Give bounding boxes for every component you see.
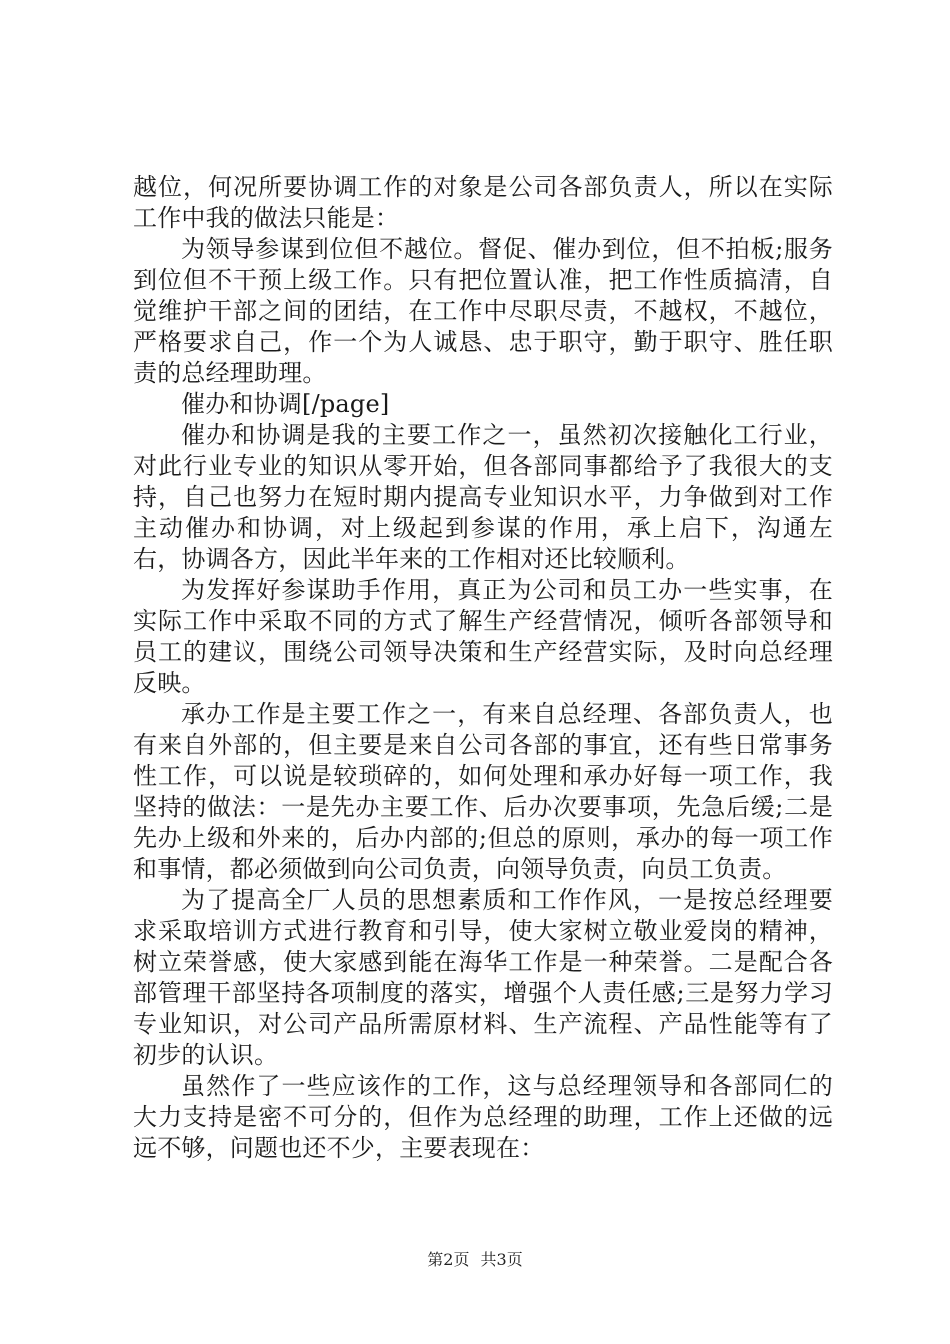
page-number: 第2页 — [427, 1250, 470, 1269]
paragraph: 越位，何况所要协调工作的对象是公司各部负责人，所以在实际工作中我的做法只能是： — [133, 173, 833, 232]
paragraph: 虽然作了一些应该作的工作，这与总经理领导和各部同仁的大力支持是密不可分的，但作为总经理的助理，工作上还做的远远不够，问题也还不少，主要表现在： — [133, 1072, 833, 1162]
page-total: 共3页 — [480, 1250, 523, 1269]
paragraph: 为发挥好参谋助手作用，真正为公司和员工办一些实事，在实际工作中采取不同的方式了解生产经营情况，倾听各部领导和员工的建议，围绕公司领导决策和生产经营实际，及时向总经理反映。 — [133, 576, 833, 697]
paragraph: 为了提高全厂人员的思想素质和工作作风，一是按总经理要求采取培训方式进行教育和引导，使大家树立敬业爱岗的精神，树立荣誉感，使大家感到能在海华工作是一种荣誉。二是配合各部管理干部坚持各项制度的落实，增强个人责任感;三是努力学习专业知识，对公司产品所需原材料、生产流程、产品性能等有了初步的认识。 — [133, 886, 833, 1069]
section-heading: 催办和协调[/page] — [181, 390, 390, 418]
paragraph: 催办和协调是我的主要工作之一，虽然初次接触化工行业，对此行业专业的知识从零开始，但各部同事都给予了我很大的支持，自己也努力在短时期内提高专业知识水平，力争做到对工作主动催办和协调，对上级起到参谋的作用，承上启下，沟通左右，协调各方，因此半年来的工作相对还比较顺利。 — [133, 421, 833, 573]
paragraph: 为领导参谋到位但不越位。督促、催办到位，但不拍板;服务到位但不干预上级工作。只有把位置认准，把工作性质搞清，自觉维护干部之间的团结，在工作中尽职尽责，不越权，不越位，严格要求自己，作一个为人诚恳、忠于职守，勤于职守、胜任职责的总经理助理。 — [133, 235, 833, 387]
document-body — [133, 172, 833, 1164]
paragraph: 承办工作是主要工作之一，有来自总经理、各部负责人，也有来自外部的，但主要是来自公司各部的事宜，还有些日常事务性工作，可以说是较琐碎的，如何处理和承办好每一项工作，我坚持的做法：一是先办主要工作、后办次要事项，先急后缓;二是先办上级和外来的，后办内部的;但总的原则，承办的每一项工作和事情，都必须做到向公司负责，向领导负责，向员工负责。 — [133, 700, 833, 883]
page-footer — [0, 1247, 950, 1270]
